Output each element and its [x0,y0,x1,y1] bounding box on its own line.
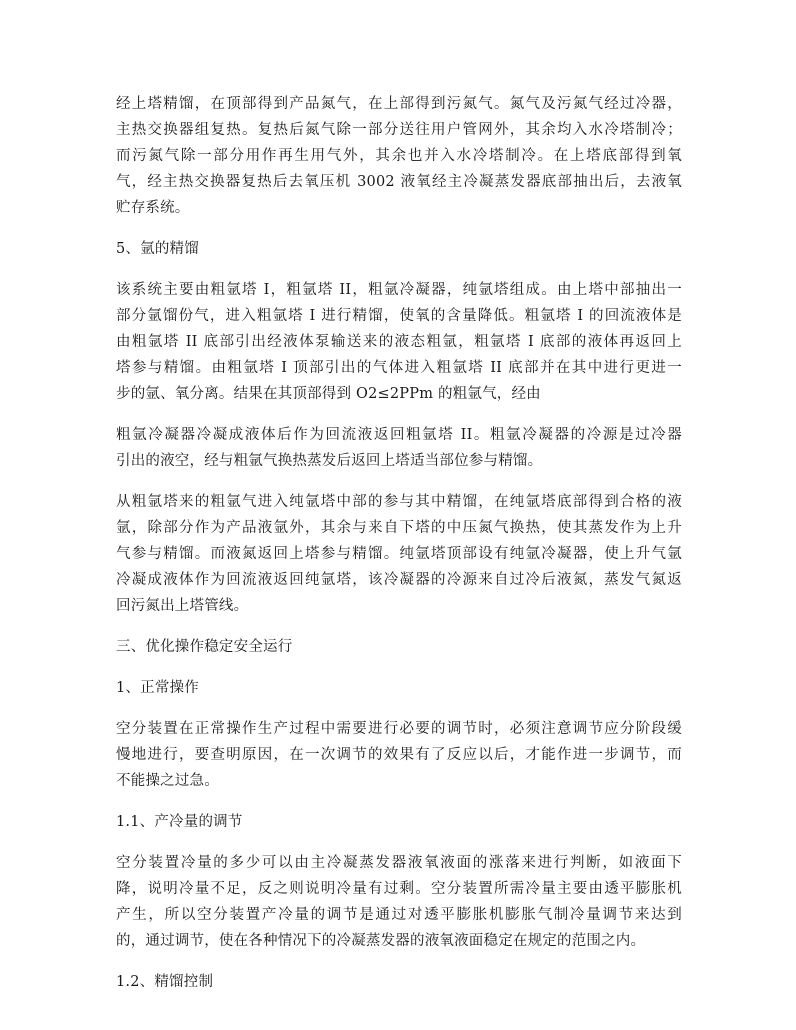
text-line: 降，说明冷量不足，反之则说明冷量有过剩。空分装置所需冷量主要由透平膨胀机 [116,881,682,897]
text-line: 慢地进行，要查明原因，在一次调节的效果有了反应以后，才能作进一步调节，而 [116,747,682,763]
paragraph-upper-column [116,91,682,221]
text-line: 粗氩冷凝器冷凝成液体后作为回流液返回粗氩塔 II。粗氩冷凝器的冷源是过冷器 [116,427,682,443]
text-line: 回污氮出上塔管线。 [116,598,249,614]
text-line: 主热交换器组复热。复热后氮气除一部分送往用户管网外，其余均入水冷塔制冷； [116,122,682,138]
text-line: 经上塔精馏，在顶部得到产品氮气，在上部得到污氮气。氮气及污氮气经过冷器， [116,96,682,112]
paragraph-cold-production [116,850,682,954]
paragraph-normal-operation [116,716,682,794]
paragraph-argon-system [116,277,682,407]
text-line: 气，经主热交换器复热后去氧压机 3002 液氧经主冷凝蒸发器底部抽出后，去液氧 [116,174,682,190]
heading-argon-distillation: 5、氩的精馏 [116,241,199,257]
heading-normal-operation: 1、正常操作 [116,680,199,696]
text-line: 气参与精馏。而液氮返回上塔参与精馏。纯氩塔顶部设有纯氩冷凝器，使上升气氩 [116,546,682,562]
text-line: 而污氮气除一部分用作再生用气外，其余也并入水冷塔制冷。在上塔底部得到氧 [116,148,682,164]
text-line: 的，通过调节，使在各种情况下的冷凝蒸发器的液氧液面稳定在规定的范围之内。 [116,933,646,949]
paragraph-pure-argon-column [116,489,682,619]
text-line: 从粗氩塔来的粗氩气进入纯氩塔中部的参与其中精馏，在纯氩塔底部得到合格的液 [116,494,682,510]
text-line: 部分氩馏份气，进入粗氩塔 I 进行精馏，使氧的含量降低。粗氩塔 I 的回流液体是 [116,308,682,324]
text-line: 产生，所以空分装置产冷量的调节是通过对透平膨胀机膨胀气制冷量调节来达到 [116,907,682,923]
text-line: 不能操之过急。 [116,773,219,789]
heading-distillation-control: 1.2、精馏控制 [116,974,214,990]
text-line: 由粗氩塔 II 底部引出经液体泵输送来的液态粗氩，粗氩塔 I 底部的液体再返回上 [116,334,682,350]
text-line: 引出的液空，经与粗氩气换热蒸发后返回上塔适当部位参与精馏。 [116,453,543,469]
text-line: 贮存系统。 [116,200,190,216]
text-line: 冷凝成液体作为回流液返回纯氩塔，该冷凝器的冷源来自过冷后液氮，蒸发气氮返 [116,572,682,588]
heading-cold-production: 1.1、产冷量的调节 [116,814,243,830]
heading-section-three: 三、优化操作稳定安全运行 [116,639,293,655]
text-line: 空分装置冷量的多少可以由主冷凝蒸发器液氧液面的涨落来进行判断，如液面下 [116,855,682,871]
text-line: 该系统主要由粗氩塔 I，粗氩塔 II，粗氩冷凝器，纯氩塔组成。由上塔中部抽出一 [116,282,682,298]
document-page [116,91,682,1010]
paragraph-crude-argon-condenser [116,422,682,474]
text-line: 空分装置在正常操作生产过程中需要进行必要的调节时，必须注意调节应分阶段缓 [116,721,682,737]
text-line: 塔参与精馏。由粗氩塔 I 顶部引出的气体进入粗氩塔 II 底部并在其中进行更进一 [116,360,682,376]
text-line: 步的氩、氧分离。结果在其顶部得到 O2≤2PPm 的粗氩气，经由 [116,386,541,402]
text-line: 氩，除部分作为产品液氩外，其余与来自下塔的中压氮气换热，使其蒸发作为上升 [116,520,682,536]
